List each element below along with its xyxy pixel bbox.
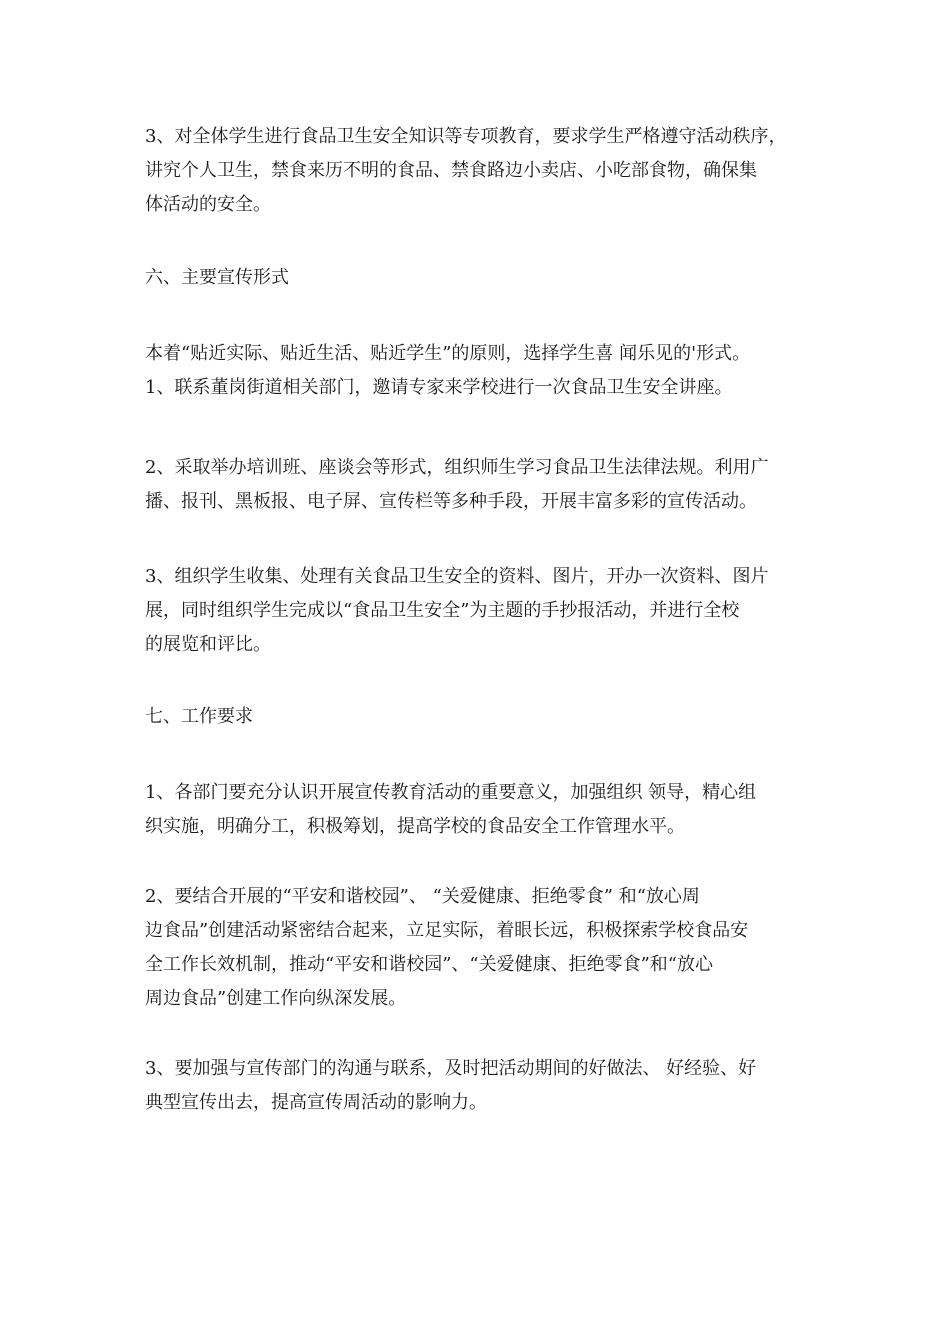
text-line: 体活动的安全。 [145, 194, 271, 215]
text-line: 边食品”创建活动紧密结合起来，立足实际，着眼长远，积极探索学校食品安 [145, 920, 749, 941]
text-line: 织实施，明确分工，积极筹划，提高学校的食品安全工作管理水平。 [145, 816, 685, 837]
text-line: 1、各部门要充分认识开展宣传教育活动的重要意义，加强组织 领导，精心组 [145, 782, 757, 803]
text-line: 1、联系董岗街道相关部门，邀请专家来学校进行一次食品卫生安全讲座。 [145, 377, 733, 398]
text-line: 3、组织学生收集、处理有关食品卫生安全的资料、图片，开办一次资料、图片 [145, 566, 769, 587]
text-line: 2、要结合开展的“平安和谐校园”、 “关爱健康、拒绝零食” 和“放心周 [145, 886, 700, 907]
paragraph-exhibition [145, 560, 815, 662]
paragraph-organization [145, 776, 815, 844]
paragraph-food-safety-education [145, 120, 815, 222]
section-heading-work-requirements [145, 700, 815, 734]
text-line: 播、报刊、黑板报、电子屏、宣传栏等多种手段，开展丰富多彩的宣传活动。 [145, 491, 757, 512]
text-line: 展，同时组织学生完成以“食品卫生安全”为主题的手抄报活动，并进行全校 [145, 600, 740, 621]
heading-text: 七、工作要求 [145, 706, 253, 727]
paragraph-training-and-publicity [145, 451, 815, 519]
text-line: 周边食品”创建工作向纵深发展。 [145, 988, 407, 1009]
paragraph-communication [145, 1052, 815, 1120]
text-line: 全工作长效机制，推动“平安和谐校园”、“关爱健康、拒绝零食”和“放心 [145, 954, 714, 975]
paragraph-campaign-integration [145, 880, 815, 1016]
text-line: 3、要加强与宣传部门的沟通与联系，及时把活动期间的好做法、 好经验、好 [145, 1058, 757, 1079]
text-line: 2、采取举办培训班、座谈会等形式，组织师生学习食品卫生法律法规。利用广 [145, 457, 769, 478]
text-line: 讲究个人卫生，禁食来历不明的食品、禁食路边小卖店、小吃部食物，确保集 [145, 160, 757, 181]
heading-text: 六、主要宣传形式 [145, 267, 289, 288]
section-heading-publicity-forms [145, 261, 815, 295]
text-line: 本着“贴近实际、贴近生活、贴近学生”的原则，选择学生喜 闻乐见的'形式。 [145, 343, 751, 364]
paragraph-principle-and-lecture [145, 337, 815, 405]
text-line: 典型宣传出去，提高宣传周活动的影响力。 [145, 1092, 487, 1113]
text-line: 3、对全体学生进行食品卫生安全知识等专项教育，要求学生严格遵守活动秩序， [145, 126, 787, 147]
text-line: 的展览和评比。 [145, 634, 271, 655]
